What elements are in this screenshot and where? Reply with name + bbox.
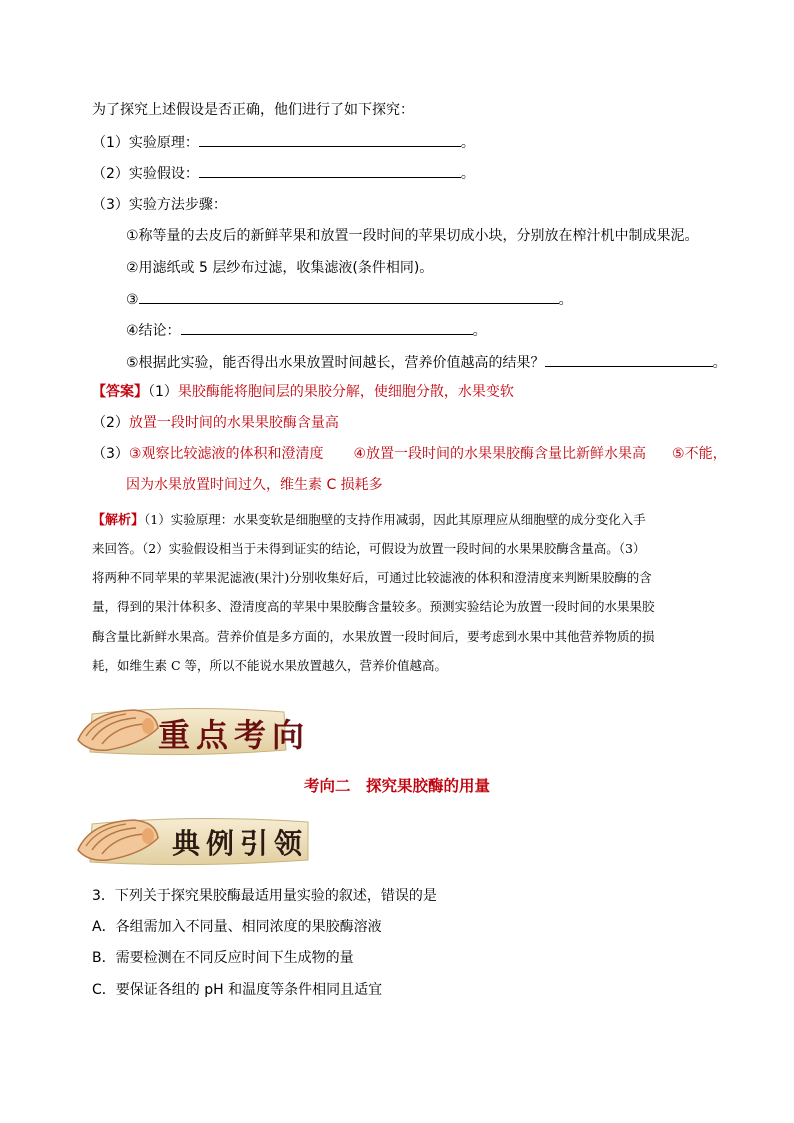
- step-5: [126, 352, 727, 373]
- step-4-label: ④结论：: [126, 323, 181, 339]
- analysis-line-2: 来回答。（2）实验假设相当于未得到证实的结论，可假设为放置一段时间的水果果胶酶含量高。（3）: [92, 541, 646, 556]
- step-3-label: ③: [126, 292, 139, 308]
- step-2: ②用滤纸或 5 层纱布过滤，收集滤液(条件相同)。: [126, 260, 434, 276]
- option-a[interactable]: A．各组需加入不同量、相同浓度的果胶酶溶液: [92, 919, 382, 935]
- section-title: 考向二 探究果胶酶的用量: [304, 777, 491, 795]
- option-b[interactable]: B．需要检测在不同反应时间下生成物的量: [92, 950, 354, 966]
- answer-3-part3: ⑤不能，: [672, 446, 727, 462]
- answer-1: 果胶酶能将胞间层的果胶分解，使细胞分散，水果变软: [177, 384, 514, 400]
- conch-shell-icon: [72, 810, 162, 870]
- step-4-blank[interactable]: [181, 320, 473, 335]
- answer-1-num: （1）: [148, 384, 178, 400]
- answer-line-3: [92, 444, 727, 464]
- q3-label: （3）实验方法步骤：: [92, 197, 227, 213]
- answer-3-num: （3）: [92, 446, 129, 462]
- q2-hypothesis: [92, 163, 475, 184]
- answer-3-part4: 因为水果放置时间过久，维生素 C 损耗多: [126, 477, 383, 493]
- analysis-text-1: （1）实验原理：水果变软是细胞壁的支持作用减弱，因此其原理应从细胞壁的成分变化入手: [144, 512, 646, 527]
- step-1: ①称等量的去皮后的新鲜苹果和放置一段时间的苹果切成小块，分别放在榨汁机中制成果泥。: [126, 228, 699, 244]
- step-3-period: 。: [558, 292, 573, 308]
- q1-label: （1）实验原理：: [92, 135, 199, 151]
- q1-period: 。: [460, 135, 475, 151]
- focus-banner: [72, 700, 311, 760]
- step-4-period: 。: [472, 323, 487, 339]
- example-banner-text: 典例引领: [172, 827, 309, 860]
- step-5-label: ⑤根据此实验，能否得出水果放置时间越长，营养价值越高的结果？: [126, 355, 545, 371]
- answer-2: 放置一段时间的水果果胶酶含量高: [128, 415, 339, 431]
- conch-shell-icon: [72, 700, 162, 760]
- answer-tag: 【答案】: [92, 384, 148, 400]
- analysis-line-5: 酶含量比新鲜水果高。营养价值是多方面的，水果放置一段时间后，要考虑到水果中其他营养物质的损: [92, 629, 655, 644]
- step-5-period: 。: [712, 355, 727, 371]
- step-3: [126, 289, 573, 310]
- answer-line-1: [92, 382, 514, 402]
- question-stem: 3．下列关于探究果胶酶最适用量实验的叙述，错误的是: [92, 888, 437, 904]
- intro-text: 为了探究上述假设是否正确，他们进行了如下探究：: [92, 102, 414, 118]
- analysis-tag: 【解析】: [92, 513, 145, 528]
- focus-banner-text: 重点考向: [158, 716, 311, 754]
- analysis-line-4: 量，得到的果汁体积多、澄清度高的苹果中果胶酶含量较多。预测实验结论为放置一段时间的水果果胶: [92, 599, 655, 614]
- answer-3-part2: ④放置一段时间的水果果胶酶含量比新鲜水果高: [353, 446, 647, 462]
- option-c[interactable]: C．要保证各组的 pH 和温度等条件相同且适宜: [92, 982, 383, 998]
- step-5-blank[interactable]: [545, 352, 713, 367]
- analysis-line-1: [92, 510, 646, 530]
- analysis-line-6: 耗，如维生素 C 等，所以不能说水果放置越久，营养价值越高。: [92, 658, 448, 673]
- analysis-line-3: 将两种不同苹果的苹果泥滤液(果汁)分别收集好后，可通过比较滤液的体积和澄清度来判断果胶酶的含: [92, 570, 652, 585]
- q2-period: 。: [460, 166, 475, 182]
- example-banner: [72, 810, 312, 870]
- q1-answer-blank[interactable]: [199, 132, 461, 147]
- answer-line-2: [92, 413, 339, 433]
- q2-answer-blank[interactable]: [199, 163, 461, 178]
- q1-principle: [92, 132, 475, 153]
- answer-3-part1: ③观察比较滤液的体积和澄清度: [128, 446, 324, 462]
- q2-label: （2）实验假设：: [92, 166, 199, 182]
- step-4: [126, 320, 487, 341]
- step-3-blank[interactable]: [139, 289, 559, 304]
- answer-2-num: （2）: [92, 415, 129, 431]
